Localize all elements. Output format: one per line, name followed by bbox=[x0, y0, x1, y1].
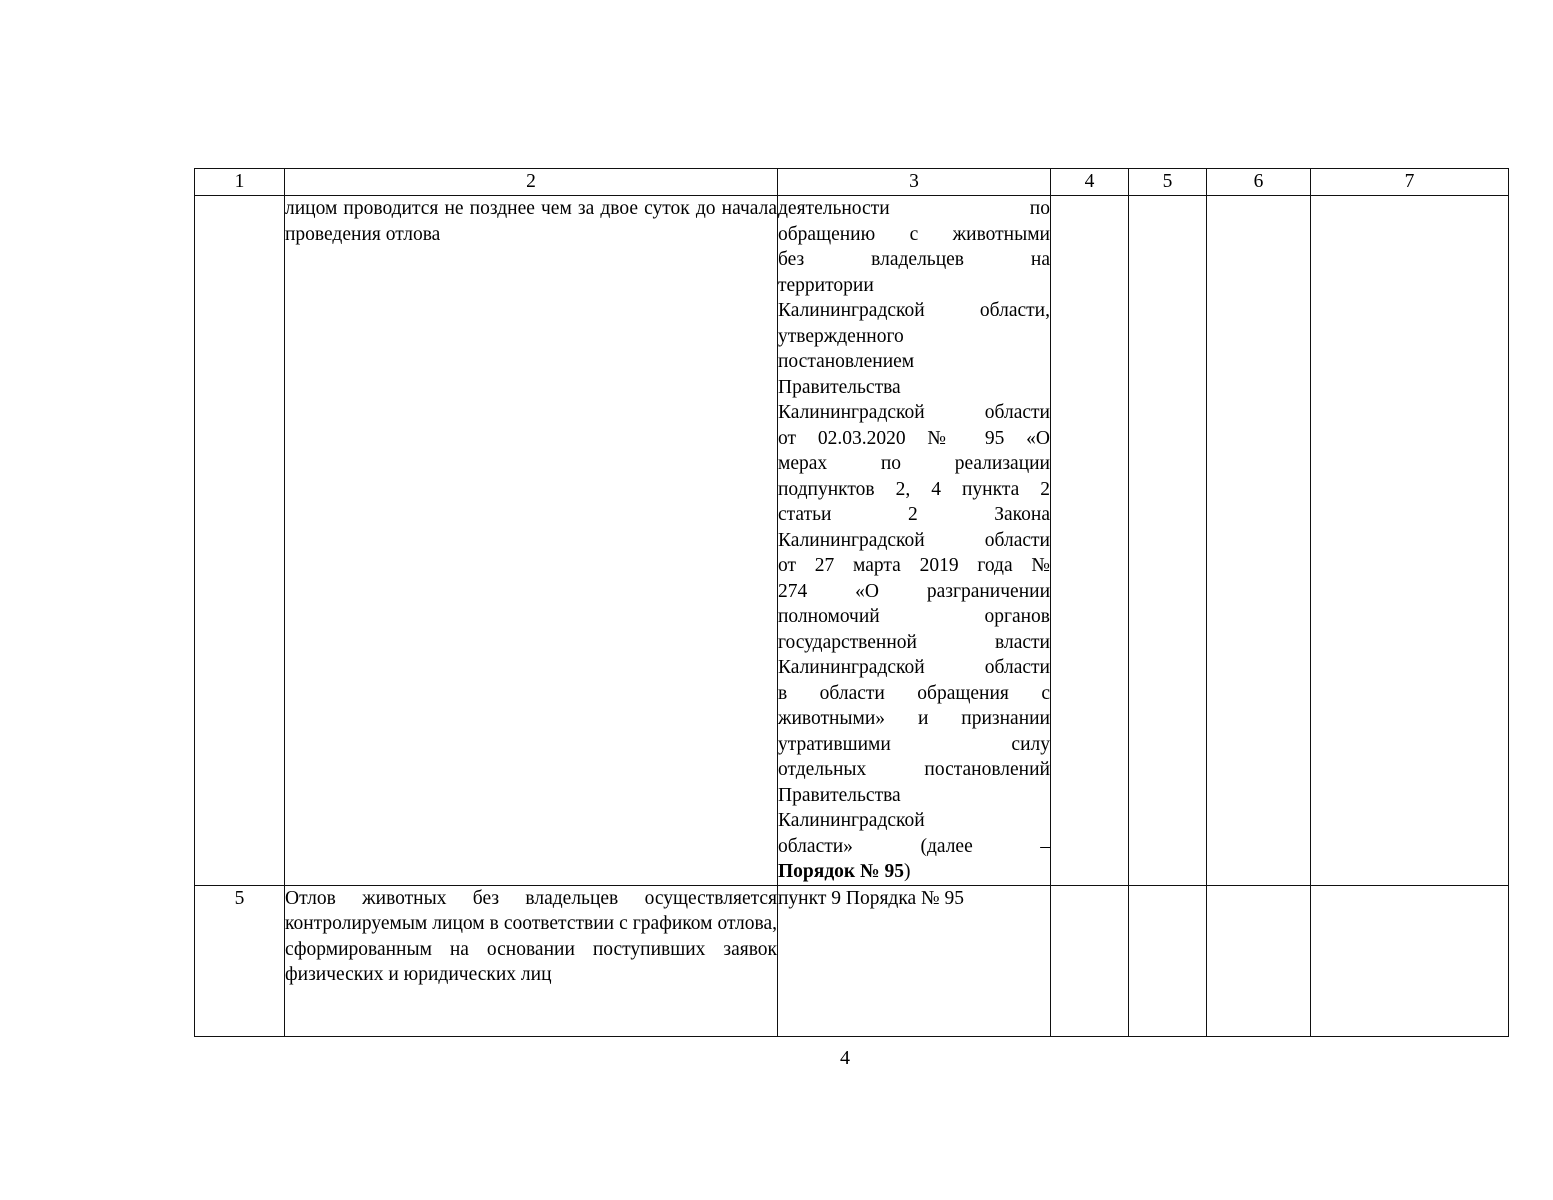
reference-line: Калининградской области, bbox=[778, 300, 1050, 321]
empty-cell-7 bbox=[1311, 885, 1509, 1036]
reference-line: Калининградской области bbox=[778, 657, 1050, 678]
reference-line: 274 «О разграничении bbox=[778, 580, 1050, 602]
reference-line: Калининградской области bbox=[778, 402, 1050, 423]
reference-line: утратившими силу bbox=[778, 733, 1050, 755]
reference-line: от 27 марта 2019 года № bbox=[778, 555, 1050, 576]
reference-line: утвержденного bbox=[778, 325, 904, 347]
column-header-6: 6 bbox=[1207, 169, 1311, 196]
reference-line: Калининградской области bbox=[778, 529, 1050, 551]
column-header-3: 3 bbox=[778, 169, 1051, 196]
reference-line: области» (далее – bbox=[778, 835, 1050, 857]
empty-cell-5 bbox=[1129, 885, 1207, 1036]
legal-reference-cell bbox=[778, 196, 1051, 886]
reference-line: деятельности по bbox=[778, 198, 1050, 219]
abbreviation-bold: Порядок № 95 bbox=[778, 861, 905, 882]
reference-line: Правительства bbox=[778, 784, 901, 806]
reference-line: мерах по реализации bbox=[778, 453, 1050, 474]
reference-line: подпунктов 2, 4 пункта 2 bbox=[778, 478, 1050, 500]
reference-line: полномочий органов bbox=[778, 606, 1050, 627]
empty-cell-4 bbox=[1051, 885, 1129, 1036]
column-header-4: 4 bbox=[1051, 169, 1129, 196]
reference-line: Калининградской bbox=[778, 810, 925, 831]
legal-reference-cell: пункт 9 Порядка № 95 bbox=[778, 885, 1051, 1036]
reference-line: обращению с животными bbox=[778, 223, 1050, 245]
empty-cell-6 bbox=[1207, 196, 1311, 886]
table-row bbox=[195, 196, 1509, 886]
empty-cell-4 bbox=[1051, 196, 1129, 886]
row-number-cell: 5 bbox=[195, 885, 285, 1036]
empty-cell-6 bbox=[1207, 885, 1311, 1036]
table-header-row bbox=[195, 169, 1509, 196]
reference-line: в области обращения с bbox=[778, 682, 1050, 704]
empty-cell-7 bbox=[1311, 196, 1509, 886]
reference-line: отдельных постановлений bbox=[778, 759, 1050, 780]
column-header-5: 5 bbox=[1129, 169, 1207, 196]
table-row bbox=[195, 885, 1509, 1036]
reference-line: территории bbox=[778, 274, 874, 296]
reference-line: животными» и признании bbox=[778, 708, 1050, 729]
requirement-text-cell: Отлов животных без владельцев осуществляется контролируемым лицом в соответствии с графиком отлова, сформированным на основании поступивших заявок физических и юридических лиц bbox=[285, 885, 778, 1036]
empty-cell-5 bbox=[1129, 196, 1207, 886]
requirement-text-cell: лицом проводится не позднее чем за двое суток до начала проведения отлова bbox=[285, 196, 778, 886]
closing-paren: ) bbox=[904, 861, 911, 882]
reference-line: статьи 2 Закона bbox=[778, 504, 1050, 525]
reference-line: государственной власти bbox=[778, 631, 1050, 653]
reference-line: от 02.03.2020 № 95 «О bbox=[778, 427, 1050, 449]
page-number: 4 bbox=[840, 1047, 850, 1069]
reference-line: Правительства bbox=[778, 376, 901, 398]
requirements-table bbox=[194, 168, 1509, 1037]
column-header-7: 7 bbox=[1311, 169, 1509, 196]
reference-line: постановлением bbox=[778, 351, 915, 372]
column-header-1: 1 bbox=[195, 169, 285, 196]
column-header-2: 2 bbox=[285, 169, 778, 196]
reference-line: без владельцев на bbox=[778, 249, 1050, 270]
row-number-cell bbox=[195, 196, 285, 886]
reference-line-last bbox=[778, 859, 1050, 885]
